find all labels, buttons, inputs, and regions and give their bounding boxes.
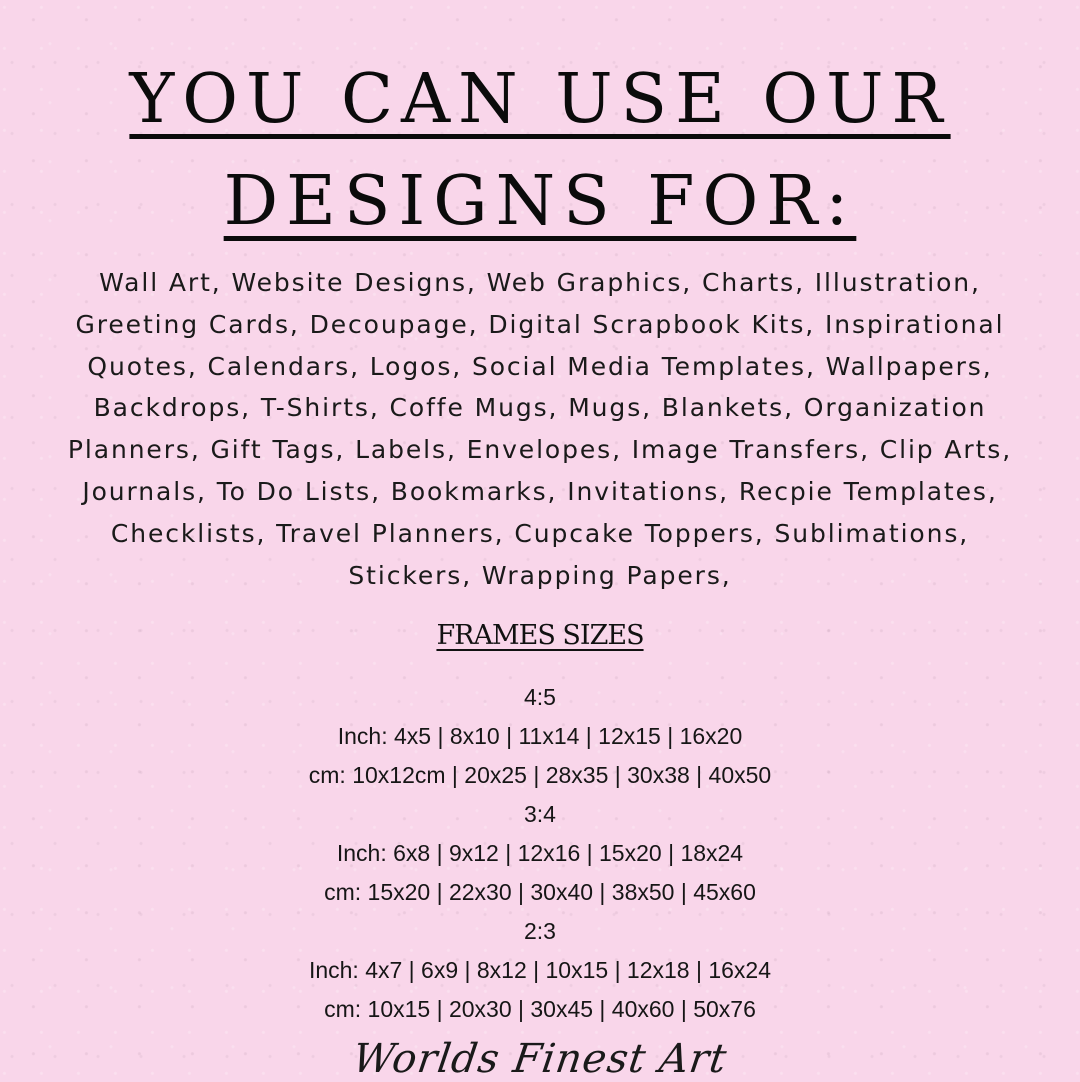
inch-sizes-line: Inch: 4x7 | 6x9 | 8x12 | 10x15 | 12x18 | 16x24: [308, 957, 772, 983]
title-line-2-container: [0, 162, 1080, 241]
ratio-label: 3:4: [524, 801, 556, 827]
ratio-label: 4:5: [524, 684, 556, 710]
title-line-2: DESIGNS FOR:: [223, 162, 857, 241]
uses-line: Wall Art, Website Designs, Web Graphics, Charts, Illustration,: [99, 268, 981, 297]
cm-sizes-line: cm: 15x20 | 22x30 | 30x40 | 38x50 | 45x60: [324, 879, 756, 905]
uses-line: Backdrops, T-Shirts, Coffe Mugs, Mugs, Blankets, Organization: [93, 393, 987, 423]
ratio-label: 2:3: [524, 918, 556, 944]
frames-heading: FRAMES SIZES: [436, 620, 644, 651]
uses-line: Journals, To Do Lists, Bookmarks, Invitations, Recpie Templates,: [82, 476, 998, 506]
uses-list: [0, 262, 1080, 596]
uses-line: Greeting Cards, Decoupage, Digital Scrapbook Kits, Inspirational: [75, 309, 1005, 339]
frame-sizes-list: [0, 678, 1080, 1029]
uses-line: Planners, Gift Tags, Labels, Envelopes, Image Transfers, Clip Arts,: [67, 435, 1013, 465]
inch-sizes-line: Inch: 4x5 | 8x10 | 11x14 | 12x15 | 16x20: [337, 723, 743, 749]
uses-line: Quotes, Calendars, Logos, Social Media Templates, Wallpapers,: [87, 351, 993, 381]
inch-sizes-line: Inch: 6x8 | 9x12 | 12x16 | 15x20 | 18x24: [336, 840, 744, 866]
uses-line: Stickers, Wrapping Papers,: [348, 560, 732, 590]
frames-heading-container: [0, 620, 1080, 651]
cm-sizes-line: cm: 10x12cm | 20x25 | 28x35 | 30x38 | 40x50: [308, 762, 772, 788]
title-line-1-container: [0, 60, 1080, 139]
uses-line: Checklists, Travel Planners, Cupcake Toppers, Sublimations,: [110, 518, 970, 548]
title-line-1: YOU CAN USE OUR: [129, 60, 951, 139]
cm-sizes-line: cm: 10x15 | 20x30 | 30x45 | 40x60 | 50x76: [324, 996, 756, 1022]
brand-signature: Worlds Finest Art: [349, 1036, 731, 1082]
